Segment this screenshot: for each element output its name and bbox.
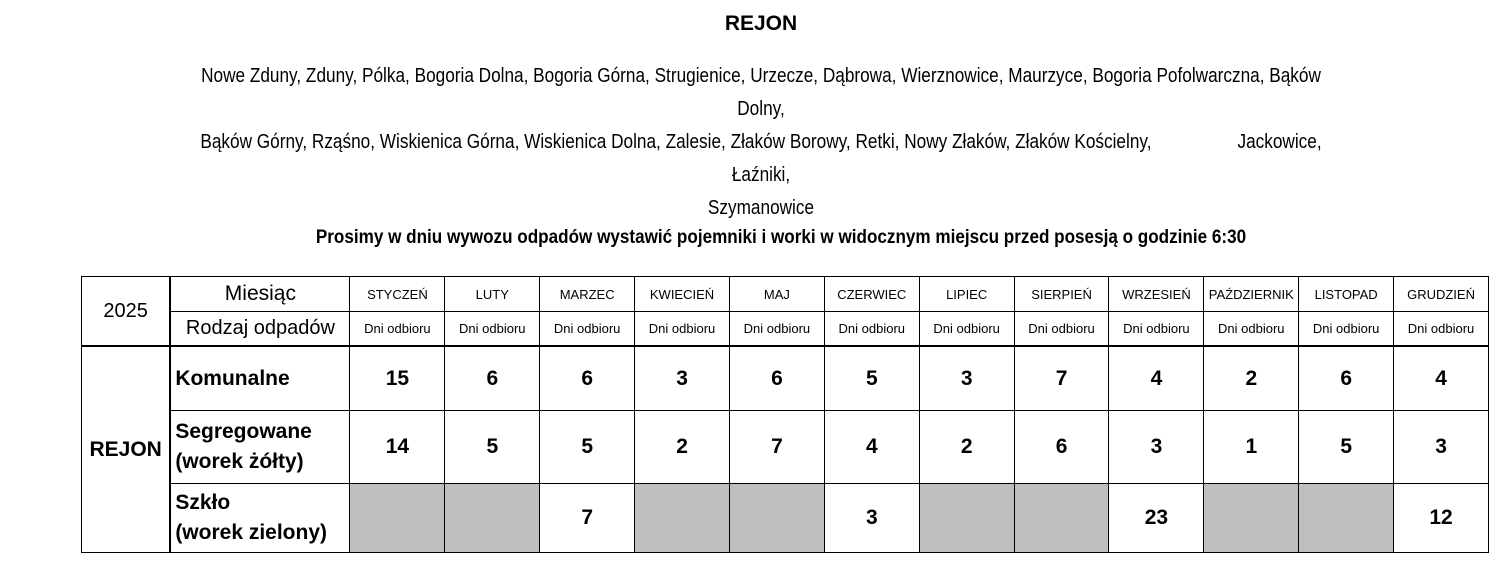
pickup-day: 6 <box>540 346 635 411</box>
pickup-day <box>1204 484 1299 553</box>
village-line-2b: Jackowice, Łaźniki, <box>731 131 1322 186</box>
pickup-day: 7 <box>540 484 635 553</box>
pickup-day: 23 <box>1109 484 1204 553</box>
month-header: KWIECIEŃ <box>635 277 730 312</box>
month-header: GRUDZIEŃ <box>1394 277 1489 312</box>
village-line-2a: Bąków Górny, Rząśno, Wiskienica Górna, Wiskienica Dolna, Zalesie, Złaków Borowy, Retki, Nowy Złaków, Złaków Kościelny, <box>200 131 1152 153</box>
village-line-1: Nowe Zduny, Zduny, Pólka, Bogoria Dolna, Bogoria Górna, Strugienice, Urzecze, Dąbrowa, Wierznowice, Maurzyce, Bogoria Pofolwarczna, Bąków Dolny, <box>201 65 1321 120</box>
pickup-day: 2 <box>919 411 1014 484</box>
month-header: STYCZEŃ <box>350 277 445 312</box>
pickup-day: 3 <box>919 346 1014 411</box>
pickup-day <box>729 484 824 553</box>
pickup-day: 2 <box>1204 346 1299 411</box>
village-list <box>175 60 1346 225</box>
waste-row-komunalne <box>82 346 1489 411</box>
pickup-day: 3 <box>1109 411 1204 484</box>
month-header: SIERPIEŃ <box>1014 277 1109 312</box>
pickup-day: 6 <box>1299 346 1394 411</box>
pickup-day <box>919 484 1014 553</box>
pickup-days-label: Dni odbioru <box>635 312 730 347</box>
month-header: LISTOPAD <box>1299 277 1394 312</box>
pickup-day: 5 <box>445 411 540 484</box>
month-header: CZERWIEC <box>824 277 919 312</box>
pickup-days-label: Dni odbioru <box>729 312 824 347</box>
pickup-days-label: Dni odbioru <box>350 312 445 347</box>
waste-type-bag: (worek żółty) <box>175 450 304 473</box>
pickup-day: 15 <box>350 346 445 411</box>
waste-type-komunalne <box>170 346 350 411</box>
waste-type-name: Szkło <box>175 491 231 514</box>
pickup-days-label: Dni odbioru <box>1299 312 1394 347</box>
pickup-day: 14 <box>350 411 445 484</box>
pickup-day: 5 <box>824 346 919 411</box>
month-header-row <box>82 277 1489 312</box>
waste-row-segregowane <box>82 411 1489 484</box>
pickup-day <box>350 484 445 553</box>
month-header: LIPIEC <box>919 277 1014 312</box>
pickup-days-label: Dni odbioru <box>1204 312 1299 347</box>
pickup-day: 6 <box>729 346 824 411</box>
pickup-day <box>1014 484 1109 553</box>
collection-notice: Prosimy w dniu wywozu odpadów wystawić pojemniki i worki w widocznym miejscu przed posesją o godzinie 6:30 <box>315 227 1247 248</box>
year-cell: 2025 <box>82 277 171 347</box>
waste-type-bag: (worek zielony) <box>175 521 328 544</box>
month-header: MARZEC <box>540 277 635 312</box>
pickup-day: 4 <box>1109 346 1204 411</box>
pickup-days-label: Dni odbioru <box>540 312 635 347</box>
pickup-days-label: Dni odbioru <box>1394 312 1489 347</box>
pickup-days-label: Dni odbioru <box>445 312 540 347</box>
month-header: LUTY <box>445 277 540 312</box>
pickup-days-label: Dni odbioru <box>824 312 919 347</box>
pickup-day: 5 <box>540 411 635 484</box>
region-cell: REJON <box>82 346 171 553</box>
collection-schedule-table <box>81 276 1489 553</box>
pickup-day <box>1299 484 1394 553</box>
page-title: REJON <box>724 12 798 35</box>
waste-row-szklo <box>82 484 1489 553</box>
pickup-day: 7 <box>1014 346 1109 411</box>
pickup-day: 2 <box>635 411 730 484</box>
pickup-day: 7 <box>729 411 824 484</box>
pickup-days-label: Dni odbioru <box>919 312 1014 347</box>
pickup-days-label: Dni odbioru <box>1109 312 1204 347</box>
village-line-2 <box>175 126 1346 192</box>
pickup-day <box>445 484 540 553</box>
pickup-day: 1 <box>1204 411 1299 484</box>
month-header: WRZESIEŃ <box>1109 277 1204 312</box>
waste-type-row-label: Rodzaj odpadów <box>170 312 350 347</box>
pickup-day: 4 <box>1394 346 1489 411</box>
pickup-day: 6 <box>1014 411 1109 484</box>
pickup-days-label: Dni odbioru <box>1014 312 1109 347</box>
pickup-day: 12 <box>1394 484 1489 553</box>
waste-type-szklo <box>170 484 350 553</box>
month-header: MAJ <box>729 277 824 312</box>
pickup-day: 3 <box>1394 411 1489 484</box>
pickup-day: 3 <box>635 346 730 411</box>
month-row-label: Miesiąc <box>170 277 350 312</box>
subheader-row <box>82 312 1489 347</box>
pickup-day: 4 <box>824 411 919 484</box>
pickup-day: 5 <box>1299 411 1394 484</box>
waste-type-name: Segregowane <box>175 420 312 443</box>
village-line-3: Szymanowice <box>707 197 815 219</box>
pickup-day: 3 <box>824 484 919 553</box>
waste-type-name: Komunalne <box>175 366 290 390</box>
waste-type-segregowane <box>170 411 350 484</box>
month-header: PAŹDZIERNIK <box>1204 277 1299 312</box>
pickup-day <box>635 484 730 553</box>
pickup-day: 6 <box>445 346 540 411</box>
